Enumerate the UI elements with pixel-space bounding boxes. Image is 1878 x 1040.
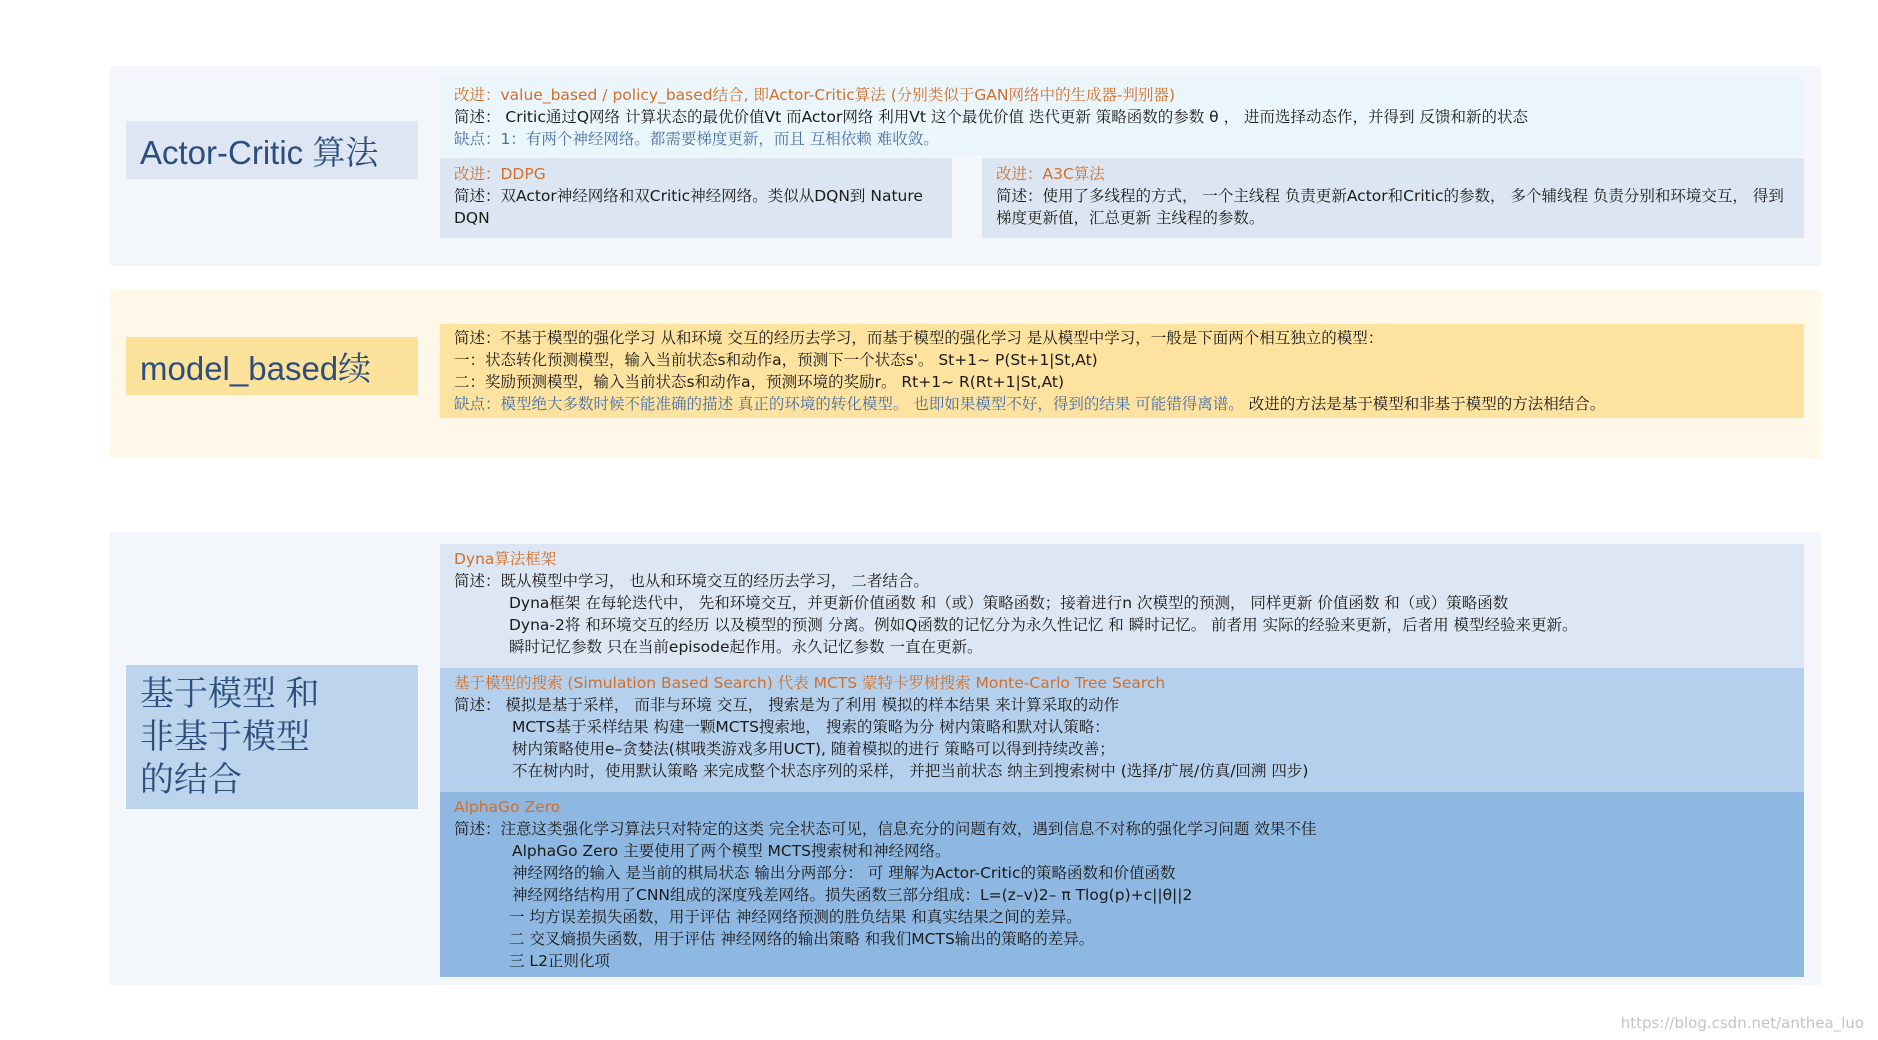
model-based-panel xyxy=(110,290,1821,458)
ddpg-box xyxy=(440,158,952,238)
mcts-brief: 简述： 模拟是基于采样， 而非与环境 交互， 搜索是为了利用 模拟的样本结果 来计算采取的动作 xyxy=(454,696,1120,714)
dyna-header: Dyna算法框架 xyxy=(454,550,557,568)
combination-title-box xyxy=(126,665,418,809)
combination-panel xyxy=(110,532,1821,985)
ac-defect-text: 缺点：1：有两个神经网络。都需要梯度更新，而且 互相依赖 难收敛。 xyxy=(454,130,939,148)
actor-critic-panel xyxy=(110,66,1821,266)
ddpg-brief-text: 简述：双Actor神经网络和双Critic神经网络。类似从DQN到 Nature DQN xyxy=(454,187,923,227)
mcts-line-3: 不在树内时，使用默认策略 来完成整个状态序列的采样， 并把当前状态 纳主到搜索树中 (选择/扩展/仿真/回溯 四步) xyxy=(512,762,1309,780)
alphago-line-6: 三 L2正则化项 xyxy=(509,952,610,970)
mb-line-3: 二：奖励预测模型，输入当前状态s和动作a，预测环境的奖励r。 Rt+1~ R(Rt+1|St,At) xyxy=(454,373,1065,391)
mb-defect-line xyxy=(454,393,1790,415)
dyna-line-1: Dyna框架 在每轮迭代中， 先和环境交互，并更新价值函数 和（或）策略函数；接着进行n 次模型的预测， 同样更新 价值函数 和（或）策略函数 xyxy=(509,594,1509,612)
dyna-line-3: 瞬时记忆参数 只在当前episode起作用。永久记忆参数 一直在更新。 xyxy=(509,638,983,656)
mb-defect-text: 缺点：模型绝大多数时候不能准确的描述 真正的环境的转化模型。 也即如果模型不好，得到的结果 可能错得离谱。 xyxy=(454,395,1244,413)
alphago-line-1: AlphaGo Zero 主要使用了两个模型 MCTS搜索树和神经网络。 xyxy=(512,842,951,860)
dyna-box xyxy=(440,544,1804,668)
actor-critic-title: Actor-Critic 算法 xyxy=(140,133,379,171)
combination-title-line-3: 的结合 xyxy=(140,760,242,799)
combination-title xyxy=(140,673,319,802)
a3c-improve-text: 改进：A3C算法 xyxy=(996,165,1105,183)
combination-title-line-2: 非基于模型 xyxy=(140,717,310,756)
a3c-brief-text: 简述：使用了多线程的方式， 一个主线程 负责更新Actor和Critic的参数， 多个辅线程 负责分别和环境交互， 得到梯度更新值，汇总更新 主线程的参数。 xyxy=(996,187,1784,227)
model-based-title: model_based续 xyxy=(140,349,372,387)
alphago-box xyxy=(440,792,1804,977)
mcts-header: 基于模型的搜索 (Simulation Based Search) 代表 MCTS 蒙特卡罗树搜索 Monte-Carlo Tree Search xyxy=(454,674,1166,692)
actor-critic-title-box xyxy=(126,121,418,179)
mcts-line-2: 树内策略使用e–贪婪法(棋哦类游戏多用UCT), 随着模拟的进行 策略可以得到持续改善； xyxy=(512,740,1115,758)
alphago-brief: 简述：注意这类强化学习算法只对特定的这类 完全状态可见，信息充分的问题有效，遇到信息不对称的强化学习问题 效果不佳 xyxy=(454,820,1317,838)
ddpg-improve-text: 改进：DDPG xyxy=(454,165,546,183)
model-based-title-box xyxy=(126,337,418,395)
mcts-line-1: MCTS基于采样结果 构建一颗MCTS搜索地， 搜索的策略为分 树内策略和默对认策略： xyxy=(512,718,1110,736)
alphago-line-2: 神经网络的输入 是当前的棋局状态 输出分两部分： 可 理解为Actor-Critic的策略函数和价值函数 xyxy=(512,864,1176,882)
alphago-line-3: 神经网络结构用了CNN组成的深度残差网络。损失函数三部分组成：L=(z–v)2– π Tlog(p)+c||θ||2 xyxy=(512,886,1193,904)
mb-improve-text: 改进的方法是基于模型和非基于模型的方法相结合。 xyxy=(1243,395,1606,413)
ac-improve-text: 改进：value_based / policy_based结合, 即Actor-Critic算法 (分别类似于GAN网络中的生成器-判别器) xyxy=(454,86,1176,104)
a3c-box xyxy=(982,158,1804,238)
mb-line-1: 简述：不基于模型的强化学习 从和环境 交互的经历去学习，而基于模型的强化学习 是从模型中学习，一般是下面两个相互独立的模型： xyxy=(454,329,1384,347)
actor-critic-top-box xyxy=(440,78,1804,156)
combination-title-line-1: 基于模型 和 xyxy=(140,674,320,713)
mb-line-2: 一：状态转化预测模型，输入当前状态s和动作a，预测下一个状态s'。 St+1~ P(St+1|St,At) xyxy=(454,351,1098,369)
alphago-line-5: 二 交叉熵损失函数，用于评估 神经网络的输出策略 和我们MCTS输出的策略的差异。 xyxy=(509,930,1095,948)
alphago-header: AlphaGo Zero xyxy=(454,798,561,816)
dyna-brief: 简述：既从模型中学习， 也从和环境交互的经历去学习， 二者结合。 xyxy=(454,572,929,590)
watermark-text: https://blog.csdn.net/anthea_luo xyxy=(1620,1014,1864,1032)
ac-brief-text: 简述： Critic通过Q网络 计算状态的最优价值Vt 而Actor网络 利用Vt 这个最优价值 迭代更新 策略函数的参数 θ ， 进而选择动态作，并得到 反馈和新的状态 xyxy=(454,108,1528,126)
mcts-box xyxy=(440,668,1804,792)
alphago-line-4: 一 均方误差损失函数，用于评估 神经网络预测的胜负结果 和真实结果之间的差异。 xyxy=(509,908,1082,926)
model-based-content-box xyxy=(440,324,1804,418)
dyna-line-2: Dyna-2将 和环境交互的经历 以及模型的预测 分离。例如Q函数的记忆分为永久性记忆 和 瞬时记忆。 前者用 实际的经验来更新，后者用 模型经验来更新。 xyxy=(509,616,1578,634)
